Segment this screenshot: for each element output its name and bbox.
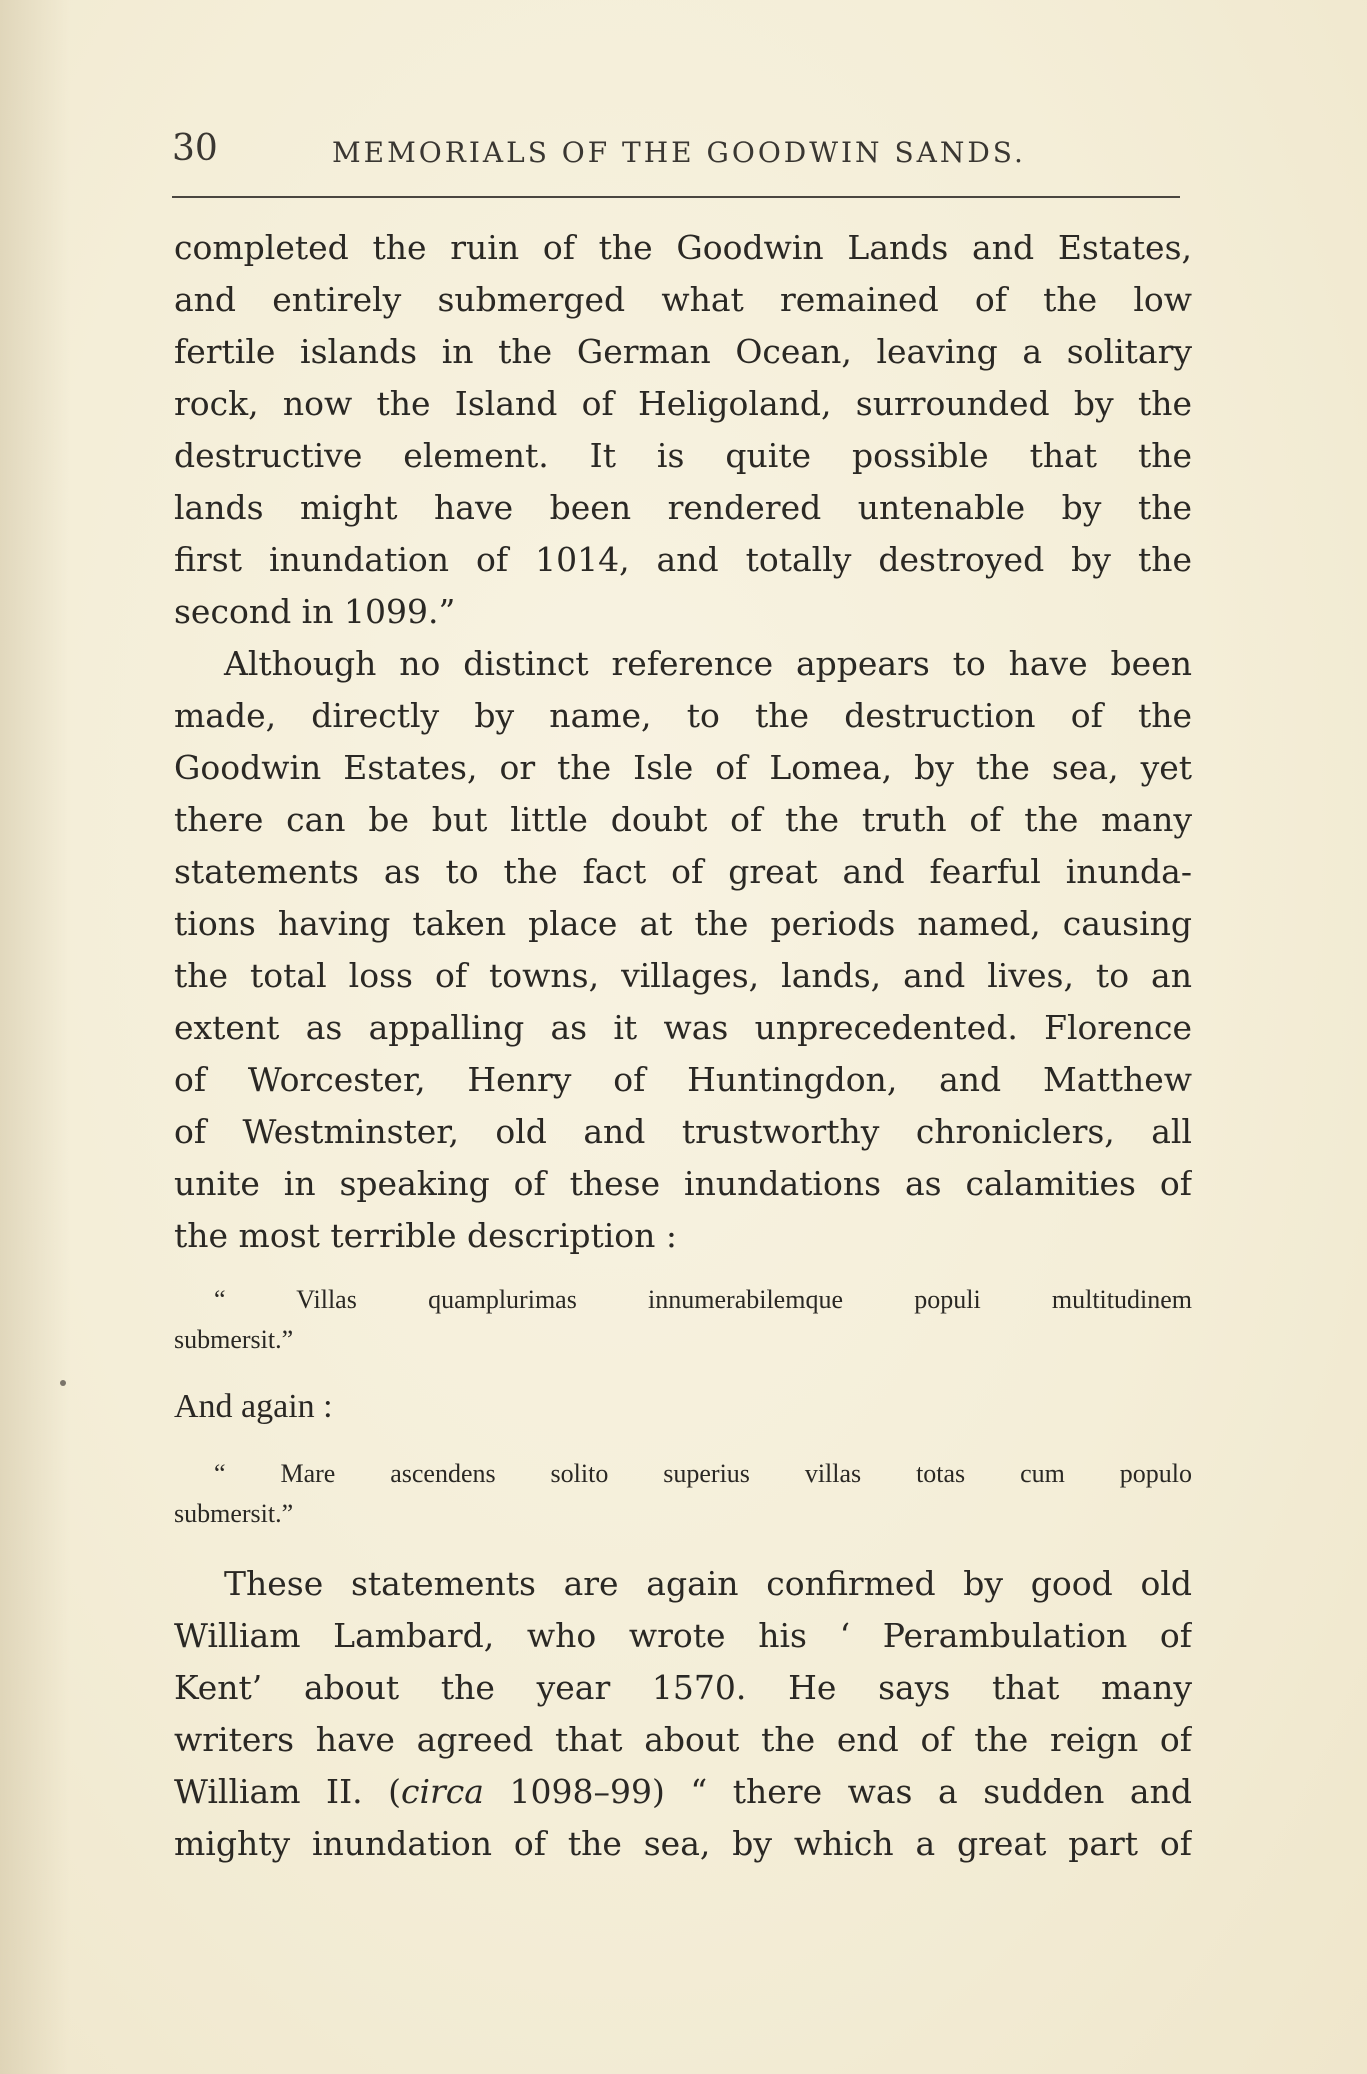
text-line: there can be but little doubt of the truth of the many — [174, 800, 1192, 839]
spacer — [174, 1534, 1192, 1558]
text-line: first inundation of 1014, and totally destroyed by the — [174, 540, 1192, 579]
text-line: of Worcester, Henry of Huntingdon, and Matthew — [174, 1060, 1192, 1099]
text-line: William Lambard, who wrote his ‘ Perambulation of — [174, 1616, 1192, 1655]
page-header — [172, 128, 1192, 178]
spacer — [174, 1262, 1192, 1280]
text-line: made, directly by name, to the destruction of the — [174, 696, 1192, 735]
text-line: These statements are again confirmed by good old — [224, 1564, 1192, 1603]
text-line: and entirely submerged what remained of the low — [174, 280, 1192, 319]
margin-mark — [60, 1380, 66, 1386]
text-line: Kent’ about the year 1570. He says that many — [174, 1668, 1192, 1707]
text-line: rock, now the Island of Heligoland, surrounded by the — [174, 384, 1192, 423]
text-line: completed the ruin of the Goodwin Lands and Estates, — [174, 228, 1192, 267]
body-text — [174, 222, 1192, 1870]
running-head: MEMORIALS OF THE GOODWIN SANDS. — [332, 136, 1026, 169]
text-line — [174, 1766, 1192, 1818]
spacer — [174, 1436, 1192, 1454]
spacer — [174, 1360, 1192, 1378]
text-fragment: 1098–99) “ there was a sudden and — [483, 1772, 1192, 1811]
text-line: Goodwin Estates, or the Isle of Lomea, by the sea, yet — [174, 748, 1192, 787]
quote-line: submersit.” — [174, 1325, 294, 1354]
text-line: the most terrible description : — [174, 1216, 678, 1255]
paragraph-2 — [174, 638, 1192, 1262]
text-line: statements as to the fact of great and fearful inunda- — [174, 852, 1192, 891]
text-line: the total loss of towns, villages, lands, and lives, to an — [174, 956, 1192, 995]
text-line: lands might have been rendered untenable by the — [174, 488, 1192, 527]
text-line: second in 1099.” — [174, 592, 456, 631]
italic-circa: circa — [401, 1772, 484, 1811]
latin-quote-1 — [174, 1280, 1192, 1360]
quote-line: submersit.” — [174, 1499, 294, 1528]
text-line: destructive element. It is quite possible that the — [174, 436, 1192, 475]
latin-quote-2 — [174, 1454, 1192, 1534]
header-rule — [172, 196, 1180, 198]
text-line: unite in speaking of these inundations as calamities of — [174, 1164, 1192, 1203]
and-again-line: And again : — [174, 1388, 333, 1425]
text-line: Although no distinct reference appears to have been — [224, 644, 1192, 683]
paragraph-1 — [174, 222, 1192, 638]
paragraph-3 — [174, 1558, 1192, 1870]
quote-line: “ Mare ascendens solito superius villas totas cum populo — [214, 1459, 1192, 1488]
text-line: tions having taken place at the periods named, causing — [174, 904, 1192, 943]
quote-line: “ Villas quamplurimas innumerabilemque populi multitudinem — [214, 1285, 1192, 1314]
text-line: writers have agreed that about the end of the reign of — [174, 1720, 1192, 1759]
page-number: 30 — [172, 128, 218, 169]
text-line: of Westminster, old and trustworthy chroniclers, all — [174, 1112, 1192, 1151]
text-fragment: William II. ( — [174, 1772, 401, 1811]
gutter-shadow — [0, 0, 70, 2074]
text-line: extent as appalling as it was unprecedented. Florence — [174, 1008, 1192, 1047]
text-line: fertile islands in the German Ocean, leaving a solitary — [174, 332, 1192, 371]
text-line: mighty inundation of the sea, by which a great part of — [174, 1824, 1192, 1863]
